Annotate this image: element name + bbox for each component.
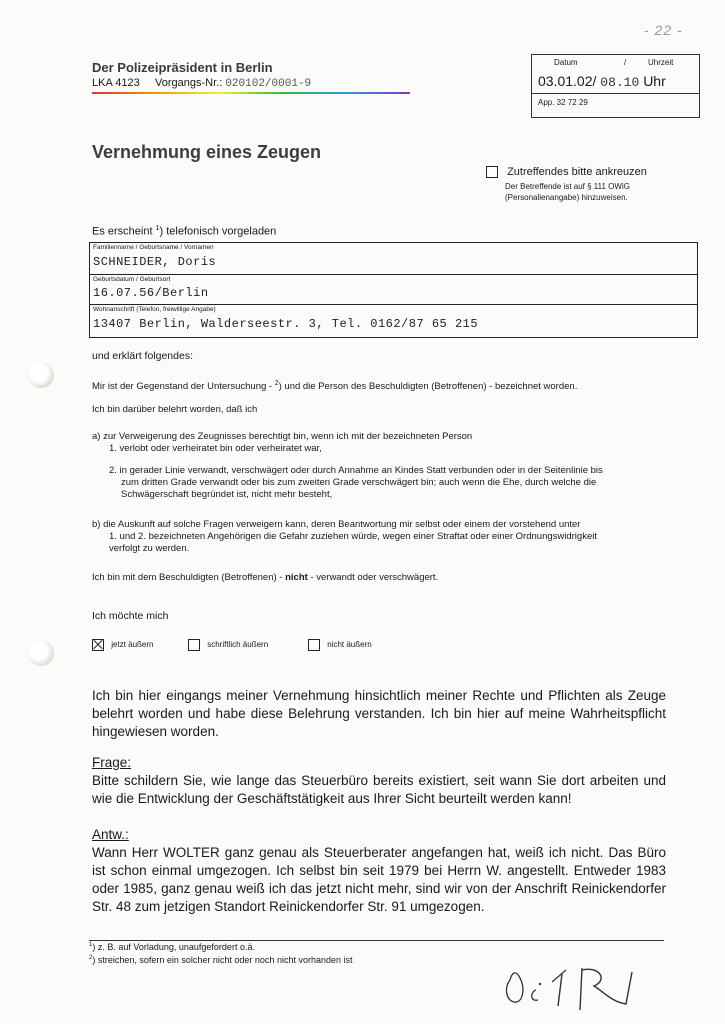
option-now-checkbox[interactable]	[92, 639, 104, 651]
footnote-1-text: ) z. B. auf Vorladung, unaufgefordert o.ä.	[92, 942, 255, 952]
document-title: Vernehmung eines Zeugen	[92, 142, 322, 162]
clause-a	[92, 431, 692, 501]
hint-checkbox-row	[486, 166, 647, 178]
handwritten-signature	[500, 960, 640, 1015]
instructed-line: Ich bin darüber belehrt worden, daß ich	[92, 404, 258, 415]
clause-a-item2-line2: zum dritten Grade verwandt oder bis zum zweiten Grade verschwägert bin; auch wenn die Ehe, durch welche die	[121, 477, 597, 488]
footnote-2-text: ) streichen, sofern ein solcher nicht oder noch nicht vorhanden ist	[92, 955, 353, 965]
question-label: Frage:	[92, 755, 132, 770]
clause-a-item2-line1: 2. in gerader Linie verwandt, verschwägert oder durch Annahme an Kindes Statt verbunden oder in der Seitenlinie bis	[109, 465, 603, 476]
authority-case-line	[92, 77, 311, 90]
subject-text-a: Mir ist der Gegenstand der Untersuchung -	[92, 381, 273, 393]
clause-b	[92, 519, 692, 555]
personal-data-box	[89, 242, 698, 338]
question-text: Bitte schildern Sie, wie lange das Steuerbüro bereits existiert, seit wann Sie dort arbeiten und wie die Entwicklung der Geschäftstätigkeit aus Ihrer Sicht beurteilt werden kann!	[92, 773, 666, 806]
footnote-2-mark: 2	[89, 955, 93, 961]
option-none[interactable]	[308, 639, 372, 651]
clause-b-line1: b) die Auskunft auf solche Fragen verweigern kann, deren Beantwortung mir selbst oder einem der vorstehend unter	[92, 519, 581, 530]
option-none-label: nicht äußern	[327, 640, 372, 650]
header-color-rule	[92, 92, 410, 94]
birth-label: Geburtsdatum / Geburtsort	[93, 276, 171, 283]
page-number: - 22 -	[644, 22, 683, 38]
clause-b-line3: verfolgt zu werden.	[109, 543, 190, 554]
date-box	[531, 54, 700, 118]
address-value: 13407 Berlin, Walderseestr. 3, Tel. 0162/87 65 215	[93, 317, 479, 331]
relation-text-a: Ich bin mit dem Beschuldigten (Betroffenen) -	[92, 572, 283, 583]
box-divider-1	[90, 274, 697, 275]
answer-text: Wann Herr WOLTER ganz genau als Steuerberater angefangen hat, weiß ich nicht. Das Büro ist schon einmal umgezogen. Ich selbst bin seit 1979 bei Herrn W. angestellt. Entweder 1983 oder 1985, ganz genau weiß ich das jetzt nicht mehr, sind wir von der Anschrift Reinickendorfer Str. 48 zum jetzigen Standort Reinickendorfer Str. 91 umgezogen.	[92, 845, 666, 914]
footnote-1	[89, 942, 255, 952]
relation-text-not: nicht	[285, 572, 308, 583]
option-now[interactable]	[92, 639, 153, 651]
date-label: Datum	[554, 58, 578, 67]
birth-value: 16.07.56/Berlin	[93, 286, 209, 300]
summons-prefix: Es erscheint	[92, 225, 153, 238]
clause-b-line2: 1. und 2. bezeichneten Angehörigen die Gefahr zuziehen würde, wegen einer Straftat oder einer Ordnungswidrigkeit	[109, 531, 597, 542]
summons-line	[92, 225, 276, 238]
wish-line: Ich möchte mich	[92, 610, 169, 622]
hint-note-line1: Der Betreffende ist auf § 111 OWiG	[505, 182, 630, 191]
answer-label: Antw.:	[92, 827, 129, 842]
clause-a-intro: a) zur Verweigerung des Zeugnisses berechtigt bin, wenn ich mit der bezeichneten Person	[92, 431, 473, 442]
summons-suffix: ) telefonisch vorgeladen	[159, 225, 277, 238]
address-label: Wohnanschrift (Telefon, freiwillige Angabe)	[93, 306, 216, 313]
hint-note	[505, 181, 630, 203]
relation-line	[92, 572, 692, 584]
date-time-value	[538, 73, 666, 90]
clause-a-item1: 1. verlobt oder verheiratet bin oder verheiratet war,	[109, 443, 322, 454]
authority-title: Der Polizeipräsident in Berlin	[92, 60, 273, 75]
time-unit: Uhr	[643, 73, 666, 89]
date-box-divider	[532, 93, 699, 94]
footnote-2	[89, 955, 353, 965]
subject-text-b: ) und die Person des Beschuldigten (Betroffenen) - bezeichnet worden.	[278, 381, 578, 393]
date-slash: /	[624, 58, 627, 67]
name-value: SCHNEIDER, Doris	[93, 255, 217, 269]
date-value: 03.01.02/	[538, 73, 597, 89]
case-label: Vorgangs-Nr.:	[155, 77, 223, 89]
office-code: LKA 4123	[92, 77, 140, 89]
punch-hole-top	[28, 362, 54, 388]
option-none-checkbox[interactable]	[308, 639, 320, 651]
summons-footnote-mark: 1	[155, 225, 160, 232]
hint-label: Zutreffendes bitte ankreuzen	[507, 166, 647, 178]
clause-a-item2-line3: Schwägerschaft begründet ist, nicht mehr besteht,	[121, 489, 333, 500]
subject-footnote-mark: 2	[274, 380, 279, 387]
footnote-1-mark: 1	[89, 942, 93, 948]
relation-text-c: - verwandt oder verschwägert.	[310, 572, 439, 583]
footnote-rule	[89, 940, 664, 941]
option-written-label: schriftlich äußern	[207, 640, 269, 650]
hint-checkbox[interactable]	[486, 166, 498, 178]
declares-line: und erklärt folgendes:	[92, 350, 193, 362]
time-label: Uhrzeit	[648, 58, 674, 67]
statement-intro: Ich bin hier eingangs meiner Vernehmung hinsichtlich meiner Rechte und Pflichten als Zeuge belehrt worden und habe diese Belehrung verstanden. Ich bin hier auf meine Wahrheitspflicht hingewiesen worden.	[92, 688, 666, 739]
option-written[interactable]	[188, 639, 268, 651]
option-written-checkbox[interactable]	[188, 639, 200, 651]
punch-hole-bottom	[28, 640, 54, 666]
option-now-label: jetzt äußern	[111, 640, 154, 650]
name-label: Familienname / Geburtsname / Vornamen	[93, 244, 214, 251]
box-divider-2	[90, 304, 697, 305]
time-value: 08.10	[600, 75, 640, 90]
subject-line	[92, 378, 692, 393]
app-number: App. 32 72 29	[538, 98, 588, 107]
hint-note-line2: (Personalienangabe) hinzuweisen.	[505, 193, 628, 202]
case-number: 020102/0001-9	[225, 78, 312, 90]
